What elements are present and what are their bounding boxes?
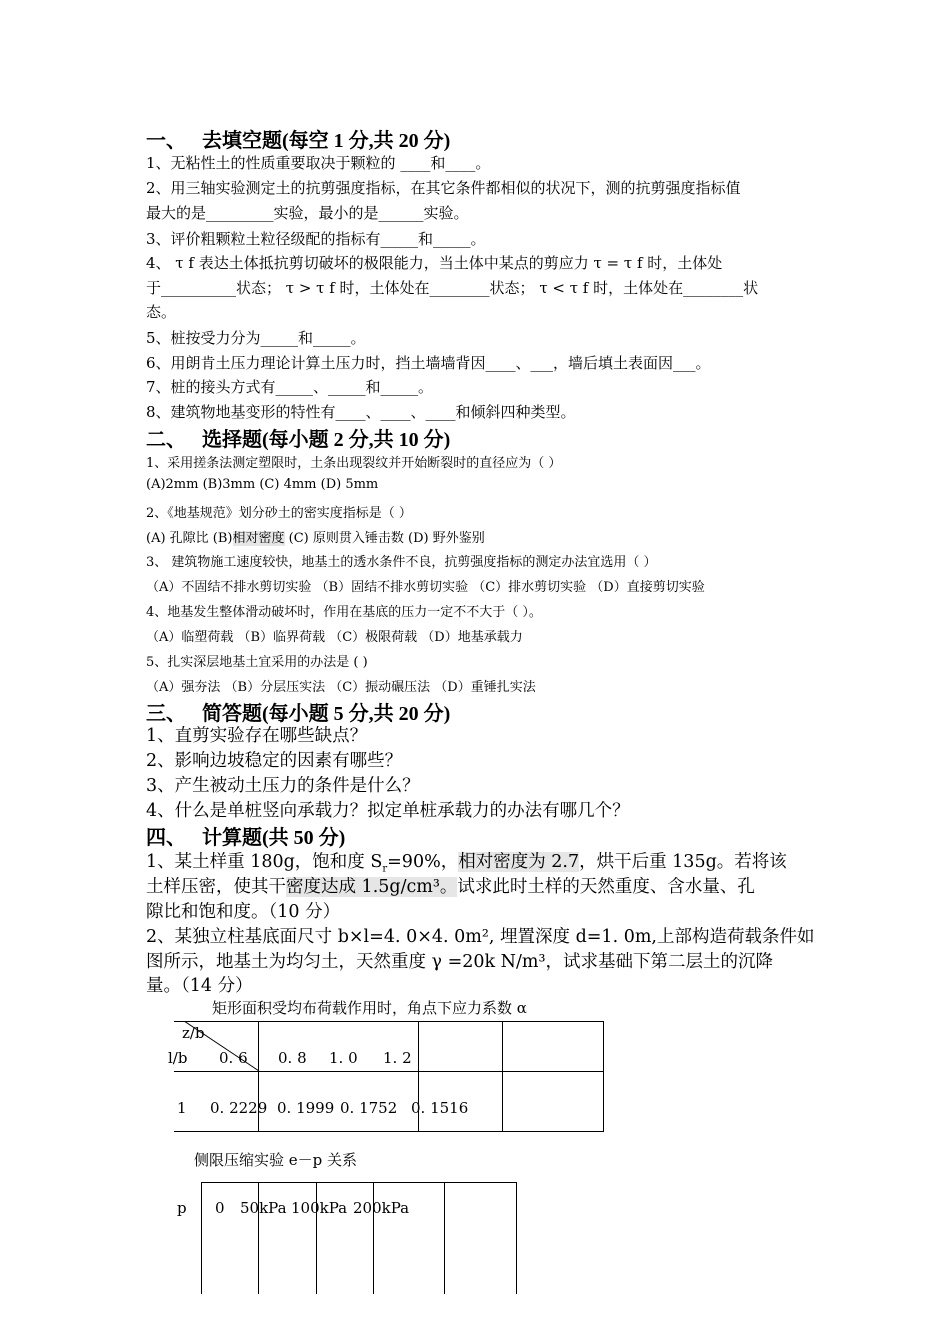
table-cell: 0. 1752: [340, 1099, 398, 1117]
short-question-4: 4、什么是单桩竖向承载力？拟定单桩承载力的办法有哪几个？: [146, 801, 630, 821]
highlighted-option: 相对密度: [232, 531, 285, 546]
fill-question-8: 8、建筑物地基变形的特性有____、____、____和倾斜四种类型。: [146, 403, 576, 421]
table-row-label: p: [177, 1199, 187, 1217]
section-1-heading: [146, 124, 450, 153]
highlighted-text: 密度达成 1.5g/cm³。: [286, 877, 458, 897]
section-title: 选择题(每小题 2 分,共 10 分): [202, 429, 451, 451]
text: 土样压密，使其干: [146, 877, 286, 897]
table-header-cell: 0. 8: [278, 1049, 307, 1067]
table1-caption: 矩形面积受均布荷载作用时，角点下应力系数 α: [212, 999, 527, 1017]
section-number: 一、: [146, 130, 186, 152]
calc-question-1-line2: [146, 873, 755, 898]
fill-question-7: 7、桩的接头方式有_____、_____和_____。: [146, 378, 434, 396]
table2-caption: 侧限压缩实验 e－p 关系: [194, 1151, 358, 1169]
table-header-cell: 50kPa: [240, 1199, 287, 1217]
corner-header-left: l/b: [168, 1049, 188, 1067]
calc-question-2-line2: 图所示，地基土为均匀土，天然重度 γ =20k N/m³，试求基础下第二层土的沉降: [146, 952, 773, 972]
choice-question-4-options: （A）临塑荷载 （B）临界荷载 （C）极限荷载 （D）地基承载力: [146, 630, 523, 645]
option-text: (A) 孔隙比 (B): [146, 531, 233, 546]
text: =90%，: [387, 852, 459, 872]
subscript: r: [382, 863, 388, 875]
table-cell: 0. 1516: [411, 1099, 469, 1117]
choice-question-2: 2、《地基规范》划分砂土的密实度指标是（ ）: [146, 506, 412, 521]
calc-question-2-line1: 2、某独立柱基底面尺寸 b×l=4. 0×4. 0m², 埋置深度 d=1. 0m,上部构造荷载条件如: [146, 927, 815, 947]
fill-question-4-line1: 4、 τ f 表达土体抵抗剪切破坏的极限能力，当土体中某点的剪应力 τ = τ f 时，土体处: [146, 254, 723, 272]
fill-question-2-line1: 2、用三轴实验测定土的抗剪强度指标，在其它条件都相似的状况下，测的抗剪强度指标值: [146, 179, 741, 197]
choice-question-4: 4、地基发生整体滑动破坏时，作用在基底的压力一定不不大于（ ）。: [146, 605, 542, 620]
fill-question-2-line2: 最大的是_________实验，最小的是______实验。: [146, 204, 469, 222]
short-question-2: 2、影响边坡稳定的因素有哪些？: [146, 751, 403, 771]
section-number: 三、: [146, 703, 186, 725]
section-number: 二、: [146, 429, 186, 451]
table-header-cell: 0: [215, 1199, 225, 1217]
text: 1、某土样重 180g，饱和度 S: [146, 852, 383, 872]
corner-header-top: z/b: [182, 1024, 205, 1042]
section-title: 去填空题(每空 1 分,共 20 分): [202, 130, 451, 152]
choice-question-3: 3、 建筑物施工速度较快，地基土的透水条件不良，抗剪强度指标的测定办法宜选用（ ）: [146, 555, 657, 570]
highlighted-text: 相对密度为 2.7: [458, 852, 580, 872]
text: ，烘干后重 135g。若将该: [579, 852, 787, 872]
table-header-cell: 200kPa: [353, 1199, 410, 1217]
fill-question-5: 5、桩按受力分为_____和_____。: [146, 329, 366, 347]
section-title: 计算题(共 50 分): [202, 827, 346, 849]
fill-question-4-line3: 态。: [146, 303, 177, 321]
option-text: (C) 原则贯入锤击数 (D) 野外鉴别: [284, 531, 485, 546]
section-number: 四、: [146, 827, 186, 849]
choice-question-2-options: [146, 527, 485, 546]
calc-question-1-line1: [146, 848, 787, 875]
table-header-cell: 100kPa: [291, 1199, 348, 1217]
text: 试求此时土样的天然重度、含水量、孔: [457, 877, 755, 897]
calc-question-2-line3: 量。（14 分）: [146, 976, 253, 996]
fill-question-6: 6、用朗肯土压力理论计算土压力时，挡土墙墙背因____、___，墙后填土表面因___。: [146, 354, 711, 372]
table-cell: 0. 2229: [210, 1099, 268, 1117]
table-header-cell: 0. 6: [219, 1049, 248, 1067]
choice-question-5: 5、扎实深层地基土宜采用的办法是 ( ): [146, 655, 368, 670]
table-row-label: 1: [177, 1099, 187, 1117]
section-2-heading: [146, 423, 450, 452]
short-question-1: 1、直剪实验存在哪些缺点？: [146, 726, 368, 746]
choice-question-1-options: (A)2mm (B)3mm (C) 4mm (D) 5mm: [146, 477, 379, 492]
section-4-heading: [146, 821, 345, 850]
section-title: 简答题(每小题 5 分,共 20 分): [202, 703, 451, 725]
choice-question-3-options: （A）不固结不排水剪切实验 （B）固结不排水剪切实验 （C）排水剪切实验 （D）直接剪切实验: [146, 580, 705, 595]
fill-question-3: 3、评价粗颗粒土粒径级配的指标有_____和_____。: [146, 230, 486, 248]
fill-question-1: 1、无粘性土的性质重要取决于颗粒的 ____和____。: [146, 154, 491, 172]
choice-question-5-options: （A）强夯法 （B）分层压实法 （C）振动碾压法 （D）重锤扎实法: [146, 680, 536, 695]
fill-question-4-line2: 于__________状态； τ > τ f 时，土体处在________状态； τ < τ f 时，土体处在________状: [146, 279, 759, 297]
choice-question-1: 1、采用搓条法测定塑限时，土条出现裂纹并开始断裂时的直径应为（ ）: [146, 456, 562, 471]
short-question-3: 3、产生被动土压力的条件是什么？: [146, 776, 420, 796]
table-header-cell: 1. 0: [329, 1049, 358, 1067]
table-cell: 0. 1999: [277, 1099, 335, 1117]
table-header-cell: 1. 2: [383, 1049, 412, 1067]
calc-question-1-line3: 隙比和饱和度。（10 分）: [146, 902, 341, 922]
